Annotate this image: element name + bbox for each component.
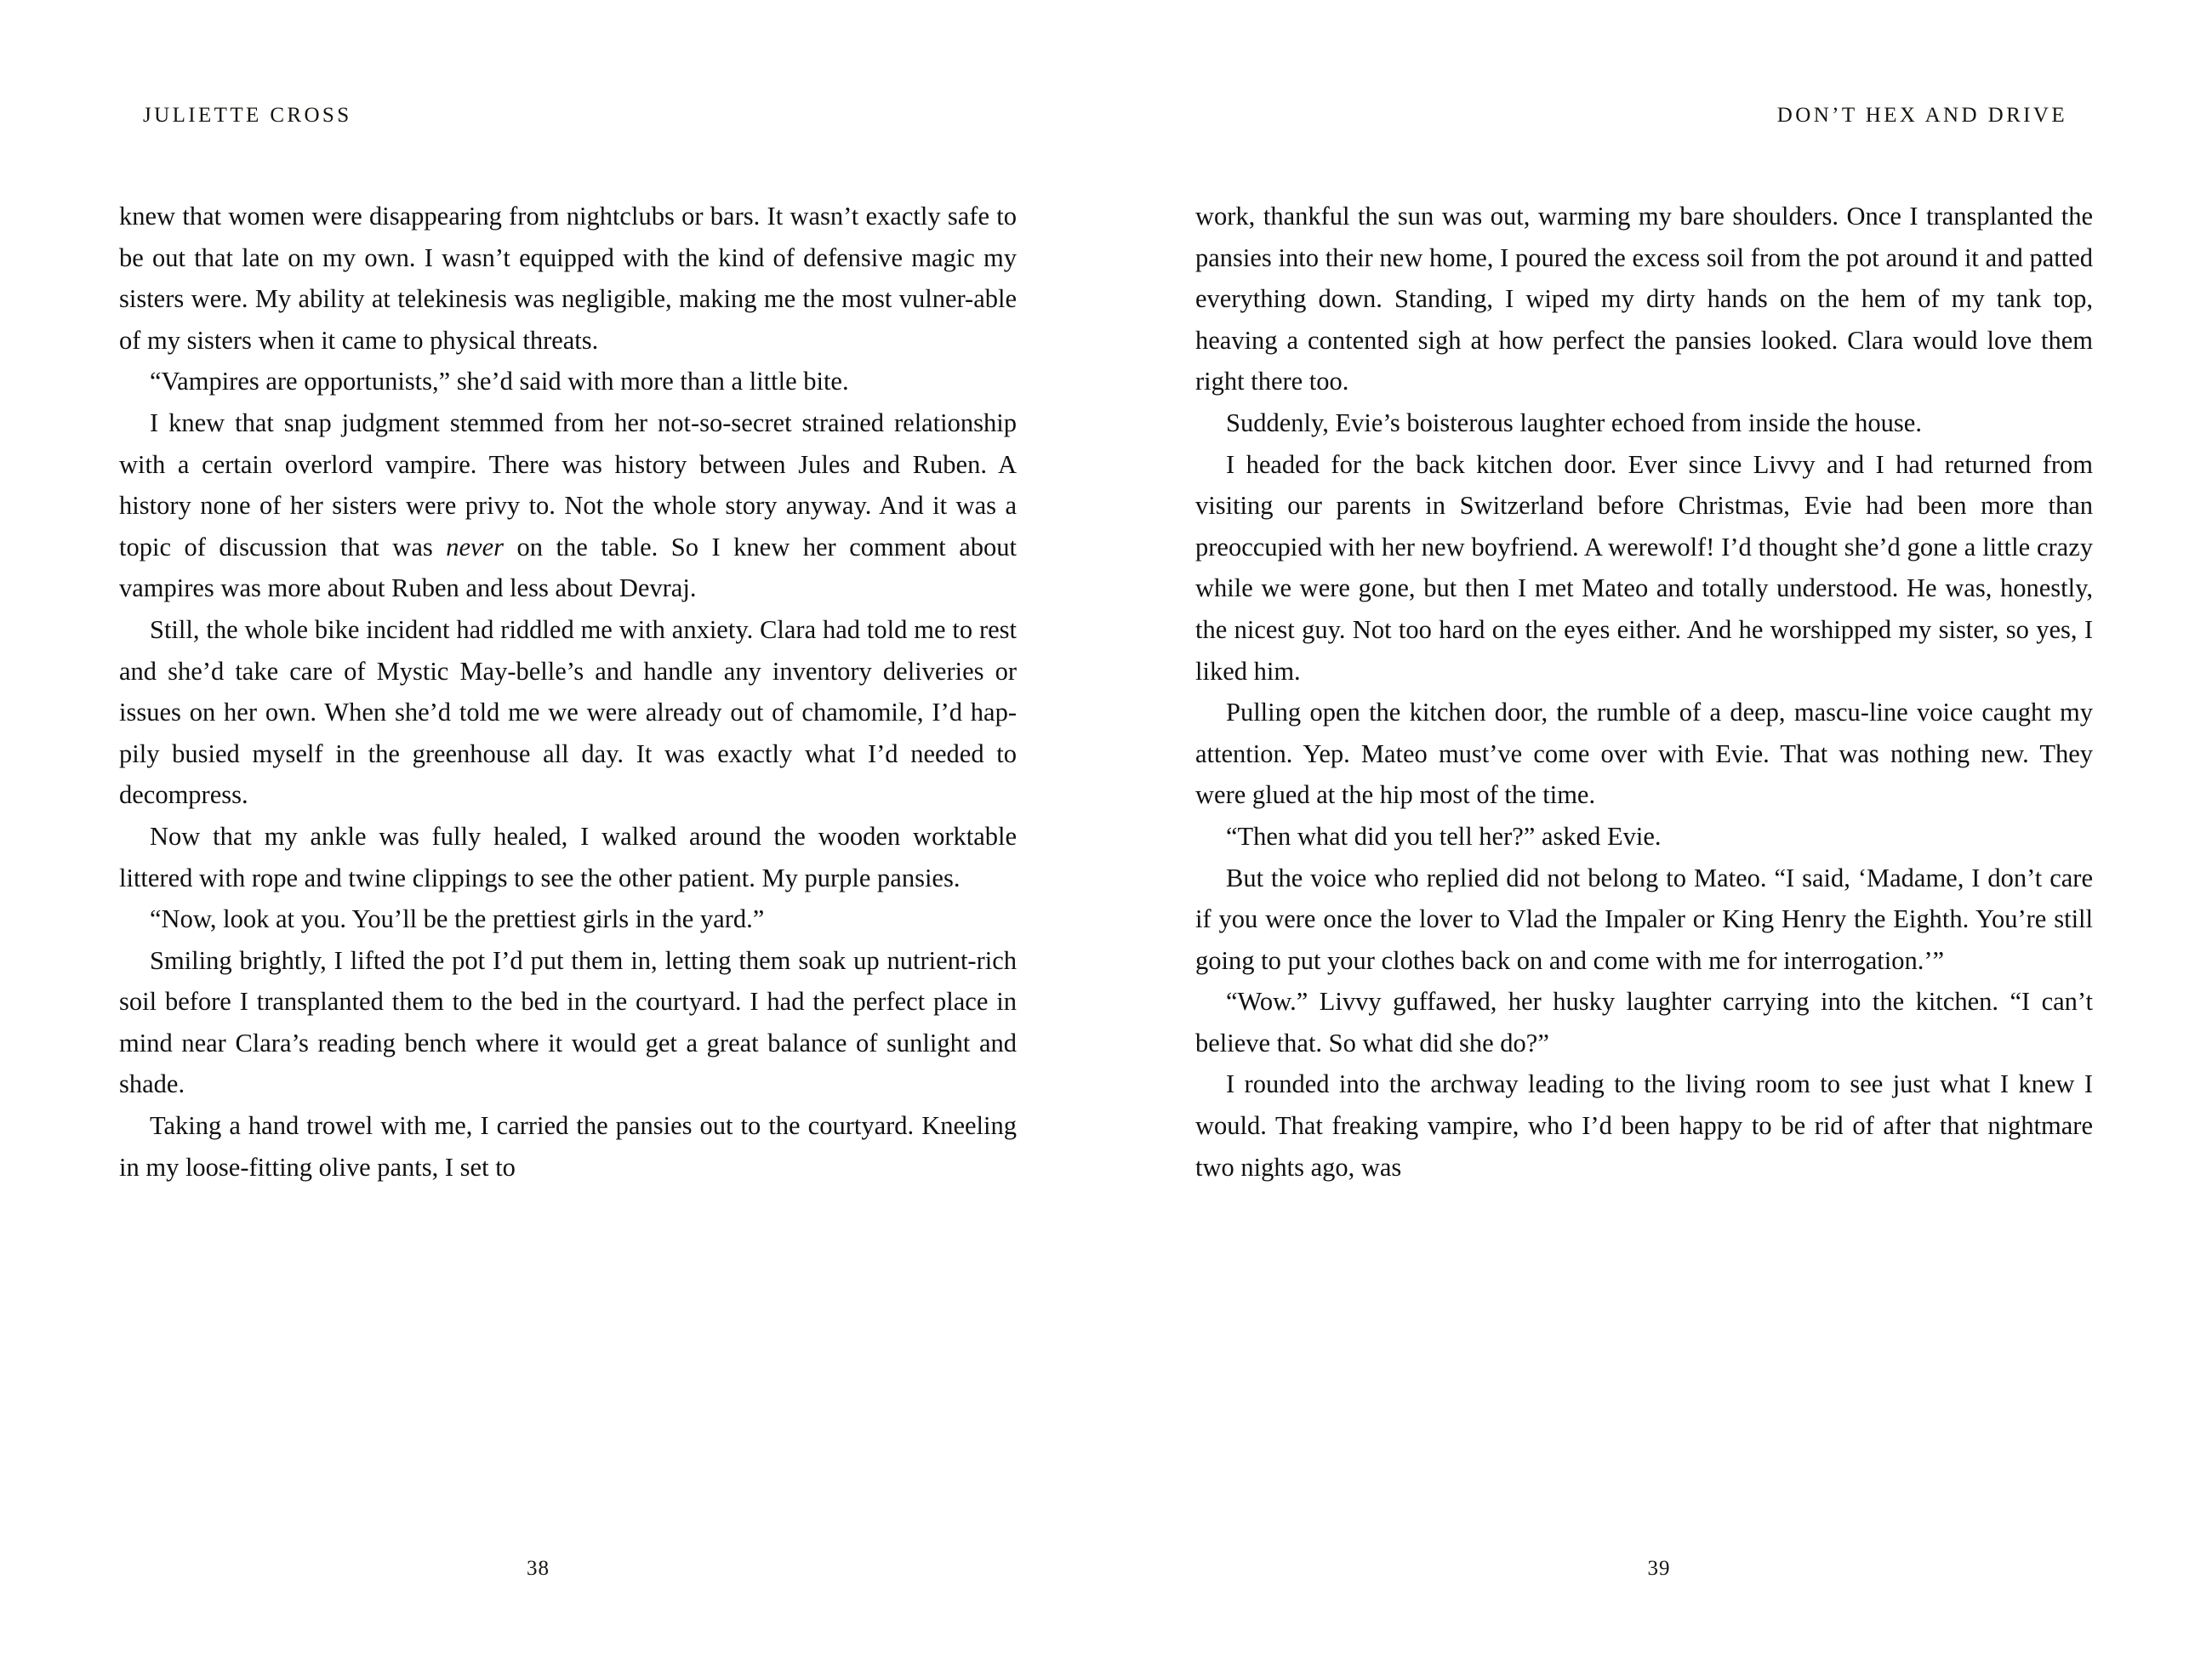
paragraph: “Vampires are opportunists,” she’d said with more than a little bite. bbox=[150, 367, 849, 396]
paragraph-italic-word: never bbox=[446, 532, 504, 562]
paragraph: But the voice who replied did not belong to Mateo. “I said, ‘Madame, I don’t care if you were once the lover to Vlad the Impaler or King Henry the Eighth. You’re still going to put your clothes back on and come with me for interrogation.’” bbox=[1195, 863, 2093, 975]
paragraph-text-before-italic: I knew that snap judgment stemmed from her not-so-secret strained relationship with a certain overlord vampire. There was history between Jules and Ruben. A history none of her sisters were privy to. Not the whole story anyway. And it was a topic of discussion that was bbox=[119, 408, 1017, 562]
page-number-left: 38 bbox=[527, 1557, 550, 1580]
page-number-right: 39 bbox=[1647, 1557, 1671, 1580]
paragraph: Taking a hand trowel with me, I carried the pansies out to the courtyard. Kneeling in my loose-fitting olive pants, I set to bbox=[119, 1111, 1017, 1182]
page-right bbox=[1106, 0, 2212, 1659]
paragraph: Pulling open the kitchen door, the rumble of a deep, mascu-line voice caught my attention. Yep. Mateo must’ve come over with Evie. That was nothing new. They were glued at the hip most of the time. bbox=[1195, 698, 2093, 810]
paragraph: “Now, look at you. You’ll be the prettiest girls in the yard.” bbox=[150, 904, 765, 934]
right-page-body bbox=[1195, 196, 2093, 1188]
running-head-author: JULIETTE CROSS bbox=[143, 104, 352, 127]
paragraph: Still, the whole bike incident had riddled me with anxiety. Clara had told me to rest and she’d take care of Mystic May-belle’s and handle any inventory deliveries or issues on her own. When she’d told me we were already out of chamomile, I’d hap-pily busied myself in the greenhouse all day. It was exactly what I’d needed to decompress. bbox=[119, 614, 1017, 810]
paragraph bbox=[119, 402, 1017, 609]
paragraph: Smiling brightly, I lifted the pot I’d put them in, letting them soak up nutrient-rich soil before I transplanted them to the bed in the courtyard. I had the perfect place in mind near Clara’s reading bench where it would get a great balance of sunlight and shade. bbox=[119, 945, 1017, 1099]
paragraph: Suddenly, Evie’s boisterous laughter echoed from inside the house. bbox=[1226, 408, 1922, 437]
paragraph: I rounded into the archway leading to the living room to see just what I knew I would. That freaking vampire, who I’d been happy to be rid of after that nightmare two nights ago, was bbox=[1195, 1069, 2093, 1182]
paragraph-text-after-italic: on the table. So I knew her comment about vampires was more about Ruben and less about Devraj. bbox=[119, 532, 1017, 603]
running-head-title: DON’T HEX AND DRIVE bbox=[1776, 104, 2067, 127]
left-page-body bbox=[119, 196, 1017, 1188]
paragraph: “Wow.” Livvy guffawed, her husky laughter carrying into the kitchen. “I can’t believe that. So what did she do?” bbox=[1195, 987, 2093, 1058]
paragraph: Now that my ankle was fully healed, I walked around the wooden worktable littered with rope and twine clippings to see the other patient. My purple pansies. bbox=[119, 821, 1017, 892]
paragraph: knew that women were disappearing from nightclubs or bars. It wasn’t exactly safe to be out that late on my own. I wasn’t equipped with the kind of defensive magic my sisters were. My ability at telekinesis was negligible, making me the most vulner-able of my sisters when it came to physical threats. bbox=[119, 202, 1017, 355]
paragraph: “Then what did you tell her?” asked Evie. bbox=[1226, 821, 1662, 851]
paragraph: I headed for the back kitchen door. Ever since Livvy and I had returned from visiting our parents in Switzerland before Christmas, Evie had been more than preoccupied with her new boyfriend. A werewolf! I’d thought she’d gone a little crazy while we were gone, but then I met Mateo and totally understood. He was, honestly, the nicest guy. Not too hard on the eyes either. And he worshipped my sister, so yes, I liked him. bbox=[1195, 449, 2093, 686]
paragraph: work, thankful the sun was out, warming my bare shoulders. Once I transplanted the pansies into their new home, I poured the excess soil from the pot around it and patted everything down. Standing, I wiped my dirty hands on the hem of my tank top, heaving a contented sigh at how perfect the pansies looked. Clara would love them right there too. bbox=[1195, 202, 2093, 396]
